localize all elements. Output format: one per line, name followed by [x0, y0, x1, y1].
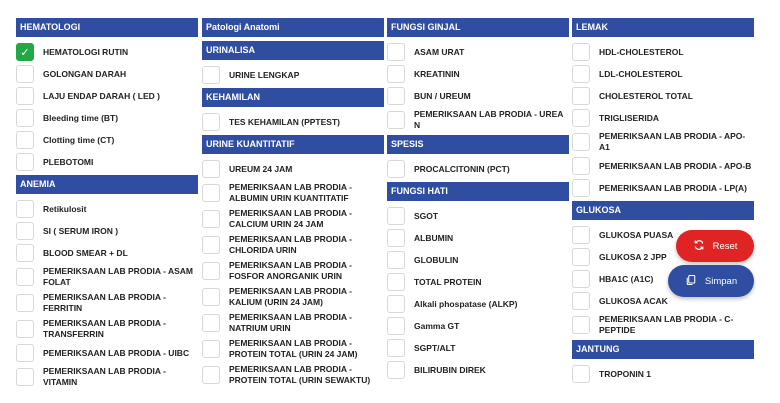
checkbox[interactable]	[202, 314, 220, 332]
section-header-spesis: SPESIS	[387, 135, 569, 154]
checkbox[interactable]	[572, 133, 590, 151]
checkbox-label: GOLONGAN DARAH	[43, 68, 127, 79]
reset-label: Reset	[712, 240, 738, 252]
section-header-patologi-anatomi: Patologi Anatomi	[202, 18, 384, 37]
section-header-anemia: ANEMIA	[16, 175, 198, 194]
checkbox-label: SI ( SERUM IRON )	[43, 225, 119, 236]
checkbox-label: PEMERIKSAAN LAB PRODIA - CHLORIDA URIN	[229, 234, 352, 255]
section-header-hematologi: HEMATOLOGI	[16, 18, 198, 37]
checkbox[interactable]	[387, 65, 405, 83]
checkbox[interactable]	[572, 65, 590, 83]
checkbox-label: KREATININ	[414, 68, 460, 79]
checkbox-label: URINE LENGKAP	[229, 69, 300, 80]
checkbox[interactable]	[387, 251, 405, 269]
checkbox-item-pemeriksaan-lab-prodia-albumin-urin-kuantitatif[interactable]	[202, 180, 384, 206]
checkbox-item-albumin[interactable]	[387, 227, 569, 249]
checkbox-item-procalcitonin-pct[interactable]	[387, 158, 569, 180]
checkbox-item-pemeriksaan-lab-prodia-uibc[interactable]	[16, 342, 198, 364]
checkbox-label: TES KEHAMILAN (PPTEST)	[229, 116, 340, 127]
checkbox[interactable]	[387, 87, 405, 105]
checkbox-label: Retikulosit	[43, 203, 87, 214]
checkbox-label: PEMERIKSAAN LAB PRODIA - APO-A1	[599, 131, 746, 152]
checkbox-label: HEMATOLOGI RUTIN	[43, 46, 129, 57]
checkbox-label: BLOOD SMEAR + DL	[43, 247, 128, 258]
checkbox[interactable]	[572, 87, 590, 105]
checkbox[interactable]	[16, 320, 34, 338]
checkbox[interactable]	[572, 316, 590, 334]
reset-button[interactable]	[676, 230, 754, 262]
checkbox-label: PLEBOTOMI	[43, 156, 94, 167]
checkbox-label: TRIGLISERIDA	[599, 112, 659, 123]
checkbox[interactable]	[387, 160, 405, 178]
checkbox[interactable]	[202, 160, 220, 178]
checkbox-item-pemeriksaan-lab-prodia-c-peptide[interactable]	[572, 312, 754, 338]
checkbox-label: LDL-CHOLESTEROL	[599, 68, 683, 79]
checkbox-item-si-serum-iron[interactable]	[16, 220, 198, 242]
checkmark-icon: ✓	[20, 46, 30, 59]
checkbox-label: GLUKOSA 2 JPP	[599, 251, 667, 262]
checkbox[interactable]	[202, 184, 220, 202]
checkbox-label: HBA1C (A1C)	[599, 273, 654, 284]
checkbox-item-pemeriksaan-lab-prodia-vitamin[interactable]	[16, 364, 198, 390]
checkbox[interactable]	[572, 270, 590, 288]
section-header-kehamilan: KEHAMILAN	[202, 88, 384, 107]
checkbox[interactable]	[202, 340, 220, 358]
checkbox[interactable]	[16, 87, 34, 105]
checkbox-item-sgpt-alt[interactable]	[387, 337, 569, 359]
checkbox-label: GLUKOSA ACAK	[599, 295, 668, 306]
checkbox[interactable]	[387, 361, 405, 379]
checkbox-label: SGOT	[414, 210, 439, 221]
checkbox-item-tes-kehamilan-pptest[interactable]	[202, 111, 384, 133]
checkbox-item-trigliserida[interactable]	[572, 107, 754, 129]
checkbox[interactable]	[202, 288, 220, 306]
checkbox-item-blood-smear-dl[interactable]	[16, 242, 198, 264]
checkbox-label: PEMERIKSAAN LAB PRODIA - TRANSFERRIN	[43, 318, 166, 339]
checkbox-label: PEMERIKSAAN LAB PRODIA - KALIUM (URIN 24 JAM)	[229, 286, 352, 307]
checkbox-item-clotting-time-ct[interactable]	[16, 129, 198, 151]
column-2	[202, 16, 384, 388]
checkbox-label: PEMERIKSAAN LAB PRODIA - FOSFOR ANORGANIK URIN	[229, 260, 352, 281]
checkbox-label: PEMERIKSAAN LAB PRODIA - NATRIUM URIN	[229, 312, 352, 333]
checkbox-label: PEMERIKSAAN LAB PRODIA - VITAMIN	[43, 366, 166, 387]
checkbox[interactable]	[16, 200, 34, 218]
checkbox[interactable]	[16, 368, 34, 386]
checkbox[interactable]	[387, 43, 405, 61]
checkbox[interactable]	[572, 292, 590, 310]
checkbox-label: ALBUMIN	[414, 232, 454, 243]
checkbox-label: HDL-CHOLESTEROL	[599, 46, 684, 57]
checkbox-item-ldl-cholesterol[interactable]	[572, 63, 754, 85]
checkbox-item-globulin[interactable]	[387, 249, 569, 271]
checkbox-item-pemeriksaan-lab-prodia-apo-b[interactable]	[572, 155, 754, 177]
checkbox-label: BILIRUBIN DIREK	[414, 364, 486, 375]
checkbox[interactable]	[572, 43, 590, 61]
checkbox-item-laju-endap-darah-led[interactable]	[16, 85, 198, 107]
checkbox-item-troponin-1[interactable]	[572, 363, 754, 385]
simpan-label: Simpan	[704, 275, 738, 287]
checkbox-item-pemeriksaan-lab-prodia-transferrin[interactable]	[16, 316, 198, 342]
checkbox[interactable]	[16, 131, 34, 149]
checkbox-label: PEMERIKSAAN LAB PRODIA - UREA N	[414, 109, 564, 130]
checkbox[interactable]	[202, 262, 220, 280]
checkbox-label: GLOBULIN	[414, 254, 459, 265]
column-4	[572, 16, 754, 385]
checkbox[interactable]	[572, 179, 590, 197]
checkbox-label: PEMERIKSAAN LAB PRODIA - CALCIUM URIN 24 JAM	[229, 208, 352, 229]
checkbox-item-pemeriksaan-lab-prodia-protein-total-urin-24-jam[interactable]	[202, 336, 384, 362]
checkbox-label: PEMERIKSAAN LAB PRODIA - PROTEIN TOTAL (URIN SEWAKTU)	[229, 364, 371, 385]
checkbox-item-pemeriksaan-lab-prodia-natrium-urin[interactable]	[202, 310, 384, 336]
checkbox-item-ureum-24-jam[interactable]	[202, 158, 384, 180]
checkbox[interactable]	[202, 210, 220, 228]
checkbox[interactable]	[16, 268, 34, 286]
checkbox[interactable]	[387, 111, 405, 129]
checkbox-label: PEMERIKSAAN LAB PRODIA - PROTEIN TOTAL (URIN 24 JAM)	[229, 338, 358, 359]
section-header-glukosa: GLUKOSA	[572, 201, 754, 220]
checkbox[interactable]	[16, 153, 34, 171]
checkbox[interactable]	[16, 222, 34, 240]
column-3	[387, 16, 569, 381]
checkbox-checked[interactable]	[16, 43, 34, 61]
checkbox[interactable]	[16, 65, 34, 83]
checkbox-label: UREUM 24 JAM	[229, 163, 293, 174]
checkbox-item-golongan-darah[interactable]	[16, 63, 198, 85]
checkbox[interactable]	[16, 244, 34, 262]
checkbox[interactable]	[572, 226, 590, 244]
checkbox-item-total-protein[interactable]	[387, 271, 569, 293]
checkbox[interactable]	[387, 273, 405, 291]
checkbox-item-pemeriksaan-lab-prodia-kalium-urin-24-jam[interactable]	[202, 284, 384, 310]
section-header-jantung: JANTUNG	[572, 340, 754, 359]
checkbox-item-pemeriksaan-lab-prodia-lp-a[interactable]	[572, 177, 754, 199]
checkbox-item-hematologi-rutin[interactable]	[16, 41, 198, 63]
copy-icon	[685, 274, 697, 289]
checkbox-item-pemeriksaan-lab-prodia-apo-a1[interactable]	[572, 129, 754, 155]
checkbox-label: GLUKOSA PUASA	[599, 229, 674, 240]
checkbox-label: PEMERIKSAAN LAB PRODIA - ASAM FOLAT	[43, 266, 194, 287]
checkbox-item-sgot[interactable]	[387, 205, 569, 227]
checkbox[interactable]	[387, 317, 405, 335]
checkbox-label: PEMERIKSAAN LAB PRODIA - C-PEPTIDE	[599, 314, 734, 335]
refresh-icon	[693, 239, 705, 254]
checkbox-item-pemeriksaan-lab-prodia-fosfor-anorganik-urin[interactable]	[202, 258, 384, 284]
checkbox-item-plebotomi[interactable]	[16, 151, 198, 173]
checkbox-item-pemeriksaan-lab-prodia-ferritin[interactable]	[16, 290, 198, 316]
simpan-button[interactable]	[668, 265, 754, 297]
checkbox-item-pemeriksaan-lab-prodia-asam-folat[interactable]	[16, 264, 198, 290]
checkbox-item-gamma-gt[interactable]	[387, 315, 569, 337]
checkbox-label: PEMERIKSAAN LAB PRODIA - ALBUMIN URIN KUANTITATIF	[229, 182, 352, 203]
section-header-urinalisa: URINALISA	[202, 41, 384, 60]
checkbox-item-bleeding-time-bt[interactable]	[16, 107, 198, 129]
checkbox-item-pemeriksaan-lab-prodia-calcium-urin-24-jam[interactable]	[202, 206, 384, 232]
checkbox[interactable]	[387, 229, 405, 247]
checkbox[interactable]	[16, 294, 34, 312]
checkbox[interactable]	[202, 366, 220, 384]
checkbox[interactable]	[202, 236, 220, 254]
checkbox-item-cholesterol-total[interactable]	[572, 85, 754, 107]
checkbox[interactable]	[387, 339, 405, 357]
checkbox-item-hdl-cholesterol[interactable]	[572, 41, 754, 63]
checkbox-label: Alkali phospatase (ALKP)	[414, 298, 518, 309]
checkbox-item-retikulosit[interactable]	[16, 198, 198, 220]
checkbox[interactable]	[387, 295, 405, 313]
checkbox-label: LAJU ENDAP DARAH ( LED )	[43, 90, 160, 101]
checkbox-label: PEMERIKSAAN LAB PRODIA - FERRITIN	[43, 292, 166, 313]
checkbox-label: PEMERIKSAAN LAB PRODIA - APO-B	[599, 160, 752, 171]
checkbox-item-bilirubin-direk[interactable]	[387, 359, 569, 381]
column-1	[16, 16, 198, 390]
checkbox-label: TROPONIN 1	[599, 368, 651, 379]
section-header-fungsi-hati: FUNGSI HATI	[387, 182, 569, 201]
checkbox-label: TOTAL PROTEIN	[414, 276, 482, 287]
checkbox-label: Bleeding time (BT)	[43, 112, 119, 123]
checkbox[interactable]	[202, 66, 220, 84]
checkbox[interactable]	[572, 365, 590, 383]
section-header-fungsi-ginjal: FUNGSI GINJAL	[387, 18, 569, 37]
section-header-urine-kuantitatif: URINE KUANTITATIF	[202, 135, 384, 154]
checkbox-item-pemeriksaan-lab-prodia-protein-total-urin-sewaktu[interactable]	[202, 362, 384, 388]
section-header-lemak: LEMAK	[572, 18, 754, 37]
checkbox-item-kreatinin[interactable]	[387, 63, 569, 85]
checkbox-item-pemeriksaan-lab-prodia-urea-n[interactable]	[387, 107, 569, 133]
checkbox-item-urine-lengkap[interactable]	[202, 64, 384, 86]
checkbox[interactable]	[16, 109, 34, 127]
checkbox-item-asam-urat[interactable]	[387, 41, 569, 63]
checkbox-label: CHOLESTEROL TOTAL	[599, 90, 693, 101]
checkbox[interactable]	[387, 207, 405, 225]
checkbox-label: SGPT/ALT	[414, 342, 456, 353]
checkbox-label: PEMERIKSAAN LAB PRODIA - LP(A)	[599, 182, 747, 193]
checkbox-label: Clotting time (CT)	[43, 134, 115, 145]
checkbox-item-pemeriksaan-lab-prodia-chlorida-urin[interactable]	[202, 232, 384, 258]
checkbox[interactable]	[16, 344, 34, 362]
checkbox[interactable]	[572, 248, 590, 266]
checkbox-label: BUN / UREUM	[414, 90, 471, 101]
checkbox-item-alkali-phospatase-alkp[interactable]	[387, 293, 569, 315]
checkbox-label: ASAM URAT	[414, 46, 465, 57]
checkbox-item-bun-ureum[interactable]	[387, 85, 569, 107]
checkbox-label: PEMERIKSAAN LAB PRODIA - UIBC	[43, 347, 190, 358]
checkbox[interactable]	[572, 157, 590, 175]
checkbox[interactable]	[202, 113, 220, 131]
checkbox-label: PROCALCITONIN (PCT)	[414, 163, 510, 174]
checkbox-label: Gamma GT	[414, 320, 460, 331]
checkbox[interactable]	[572, 109, 590, 127]
